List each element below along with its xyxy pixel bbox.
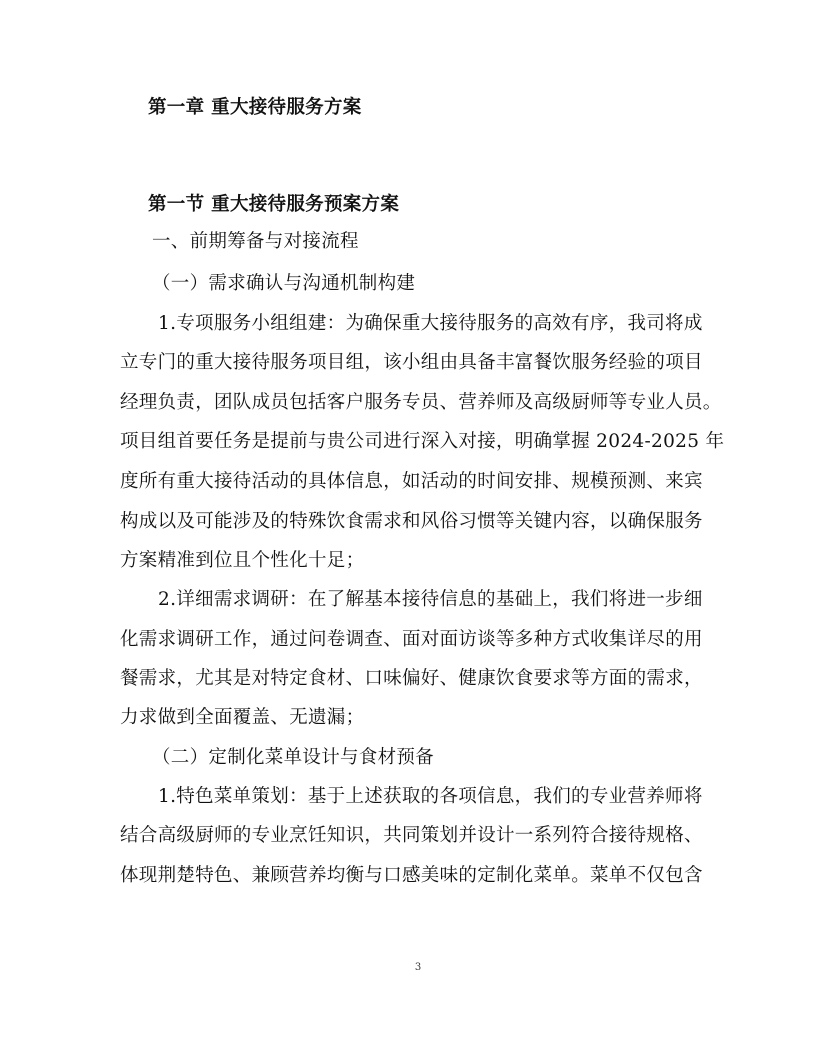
chapter-heading: 第一章 重大接待服务方案 — [148, 97, 362, 118]
paragraph-line: 力求做到全面覆盖、无遗漏； — [120, 707, 365, 728]
paragraph-line: 项目组首要任务是提前与贵公司进行深入对接，明确掌握 2024-2025 年 — [120, 431, 725, 452]
subheading-level-2: （二）定制化菜单设计与食材预备 — [152, 747, 435, 768]
paragraph-line: 方案精准到位且个性化十足； — [120, 550, 365, 571]
paragraph-line: 化需求调研工作，通过问卷调查、面对面访谈等多种方式收集详尽的用 — [120, 629, 703, 650]
section-heading: 第一节 重大接待服务预案方案 — [148, 194, 400, 215]
paragraph-line: 2.详细需求调研：在了解基本接待信息的基础上，我们将进一步细 — [158, 589, 703, 610]
paragraph-line: 体现荆楚特色、兼顾营养均衡与口感美味的定制化菜单。菜单不仅包含 — [120, 865, 703, 886]
paragraph-line: 立专门的重大接待服务项目组，该小组由具备丰富餐饮服务经验的项目 — [120, 352, 703, 373]
subheading-level-1: 一、前期筹备与对接流程 — [152, 231, 359, 252]
paragraph-line: 度所有重大接待活动的具体信息，如活动的时间安排、规模预测、来宾 — [120, 471, 703, 492]
subheading-level-2: （一）需求确认与沟通机制构建 — [152, 273, 416, 294]
paragraph-line: 餐需求，尤其是对特定食材、口味偏好、健康饮食要求等方面的需求， — [120, 668, 703, 689]
paragraph-line: 1.特色菜单策划：基于上述获取的各项信息，我们的专业营养师将 — [158, 786, 703, 807]
paragraph-line: 结合高级厨师的专业烹饪知识，共同策划并设计一系列符合接待规格、 — [120, 825, 703, 846]
page-number: 3 — [414, 962, 422, 973]
paragraph-line: 1.专项服务小组组建：为确保重大接待服务的高效有序，我司将成 — [158, 313, 703, 334]
paragraph-line: 构成以及可能涉及的特殊饮食需求和风俗习惯等关键内容，以确保服务 — [120, 511, 703, 532]
paragraph-line: 经理负责，团队成员包括客户服务专员、营养师及高级厨师等专业人员。 — [120, 392, 722, 413]
